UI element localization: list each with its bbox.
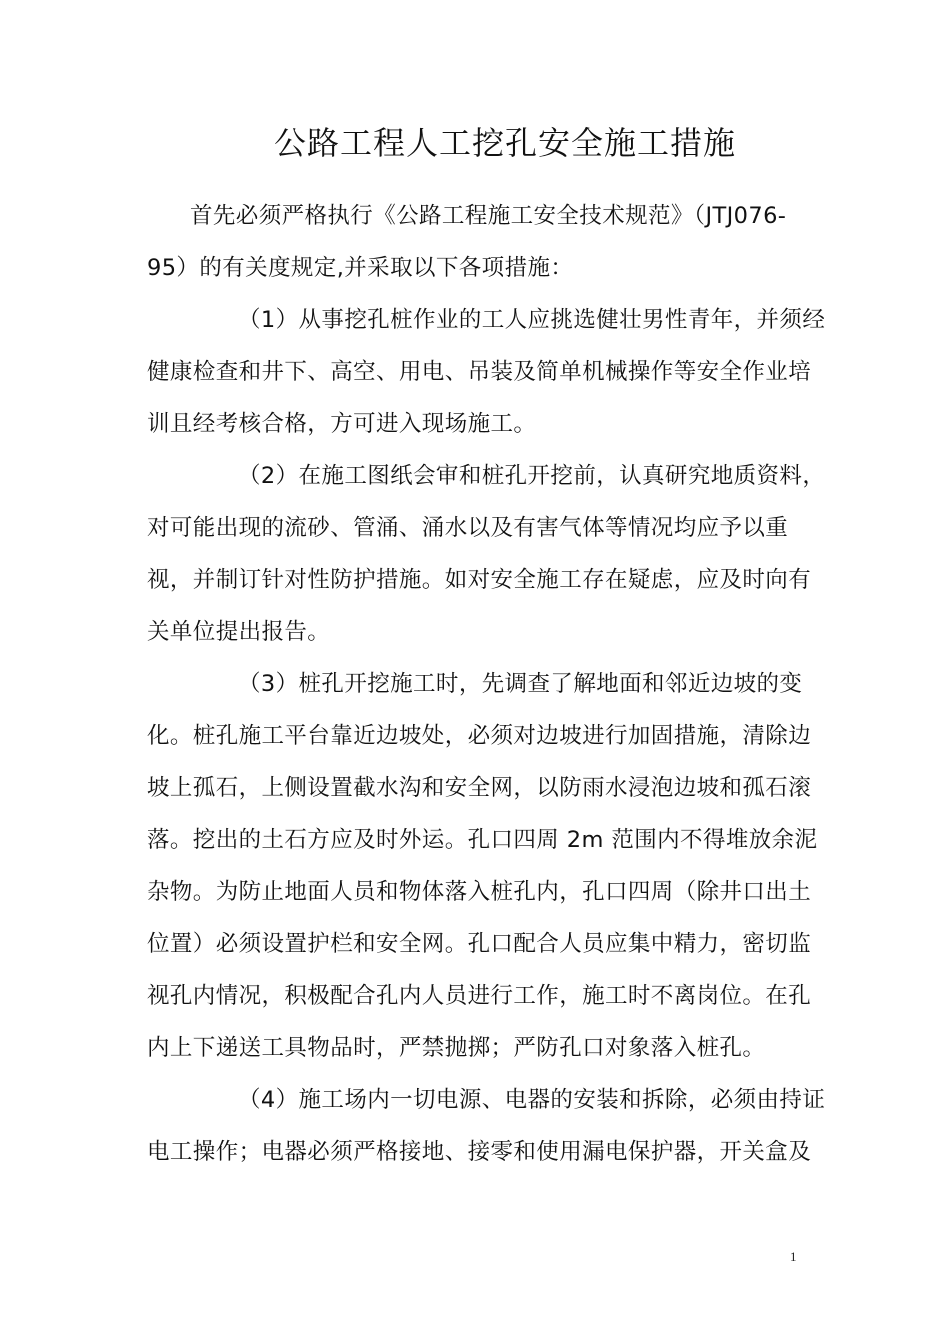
- paragraph-line: 落。挖出的土石方应及时外运。孔口四周 2m 范围内不得堆放余泥: [147, 827, 818, 853]
- page-number: 1: [790, 1249, 797, 1264]
- paragraph-line: 电工操作；电器必须严格接地、接零和使用漏电保护器，开关盒及: [147, 1139, 812, 1165]
- paragraph-line: 化。桩孔施工平台靠近边坡处，必须对边坡进行加固措施，清除边: [147, 723, 812, 749]
- paragraph-line: 对可能出现的流砂、管涌、涌水以及有害气体等情况均应予以重: [147, 515, 789, 541]
- paragraph-line: 视，并制订针对性防护措施。如对安全施工存在疑虑，应及时向有: [147, 567, 812, 593]
- paragraph-line: 杂物。为防止地面人员和物体落入桩孔内，孔口四周（除井口出土: [147, 879, 812, 905]
- paragraph-line: （3）桩孔开挖施工时，先调查了解地面和邻近边坡的变: [238, 671, 803, 697]
- paragraph-line: （4）施工场内一切电源、电器的安装和拆除，必须由持证: [238, 1087, 826, 1113]
- paragraph-line: 视孔内情况，积极配合孔内人员进行工作，施工时不离岗位。在孔: [147, 983, 812, 1009]
- paragraph-line: 首先必须严格执行《公路工程施工安全技术规范》（JTJ076-: [190, 203, 787, 229]
- paragraph-line: （2）在施工图纸会审和桩孔开挖前，认真研究地质资料，: [238, 463, 826, 489]
- paragraph-line: 坡上孤石，上侧设置截水沟和安全网，以防雨水浸泡边坡和孤石滚: [147, 775, 812, 801]
- page-title: 公路工程人工挖孔安全施工措施: [273, 124, 736, 162]
- paragraph-line: 关单位提出报告。: [147, 619, 331, 645]
- paragraph-line: （1）从事挖孔桩作业的工人应挑选健壮男性青年，并须经: [238, 307, 826, 333]
- paragraph-line: 训且经考核合格，方可进入现场施工。: [147, 411, 537, 437]
- paragraph-line: 内上下递送工具物品时，严禁抛掷；严防孔口对象落入桩孔。: [147, 1035, 766, 1061]
- paragraph-line: 健康检查和井下、高空、用电、吊装及简单机械操作等安全作业培: [147, 359, 812, 385]
- paragraph-line: 95）的有关度规定,并采取以下各项措施：: [147, 255, 574, 281]
- paragraph-line: 位置）必须设置护栏和安全网。孔口配合人员应集中精力，密切监: [147, 931, 812, 957]
